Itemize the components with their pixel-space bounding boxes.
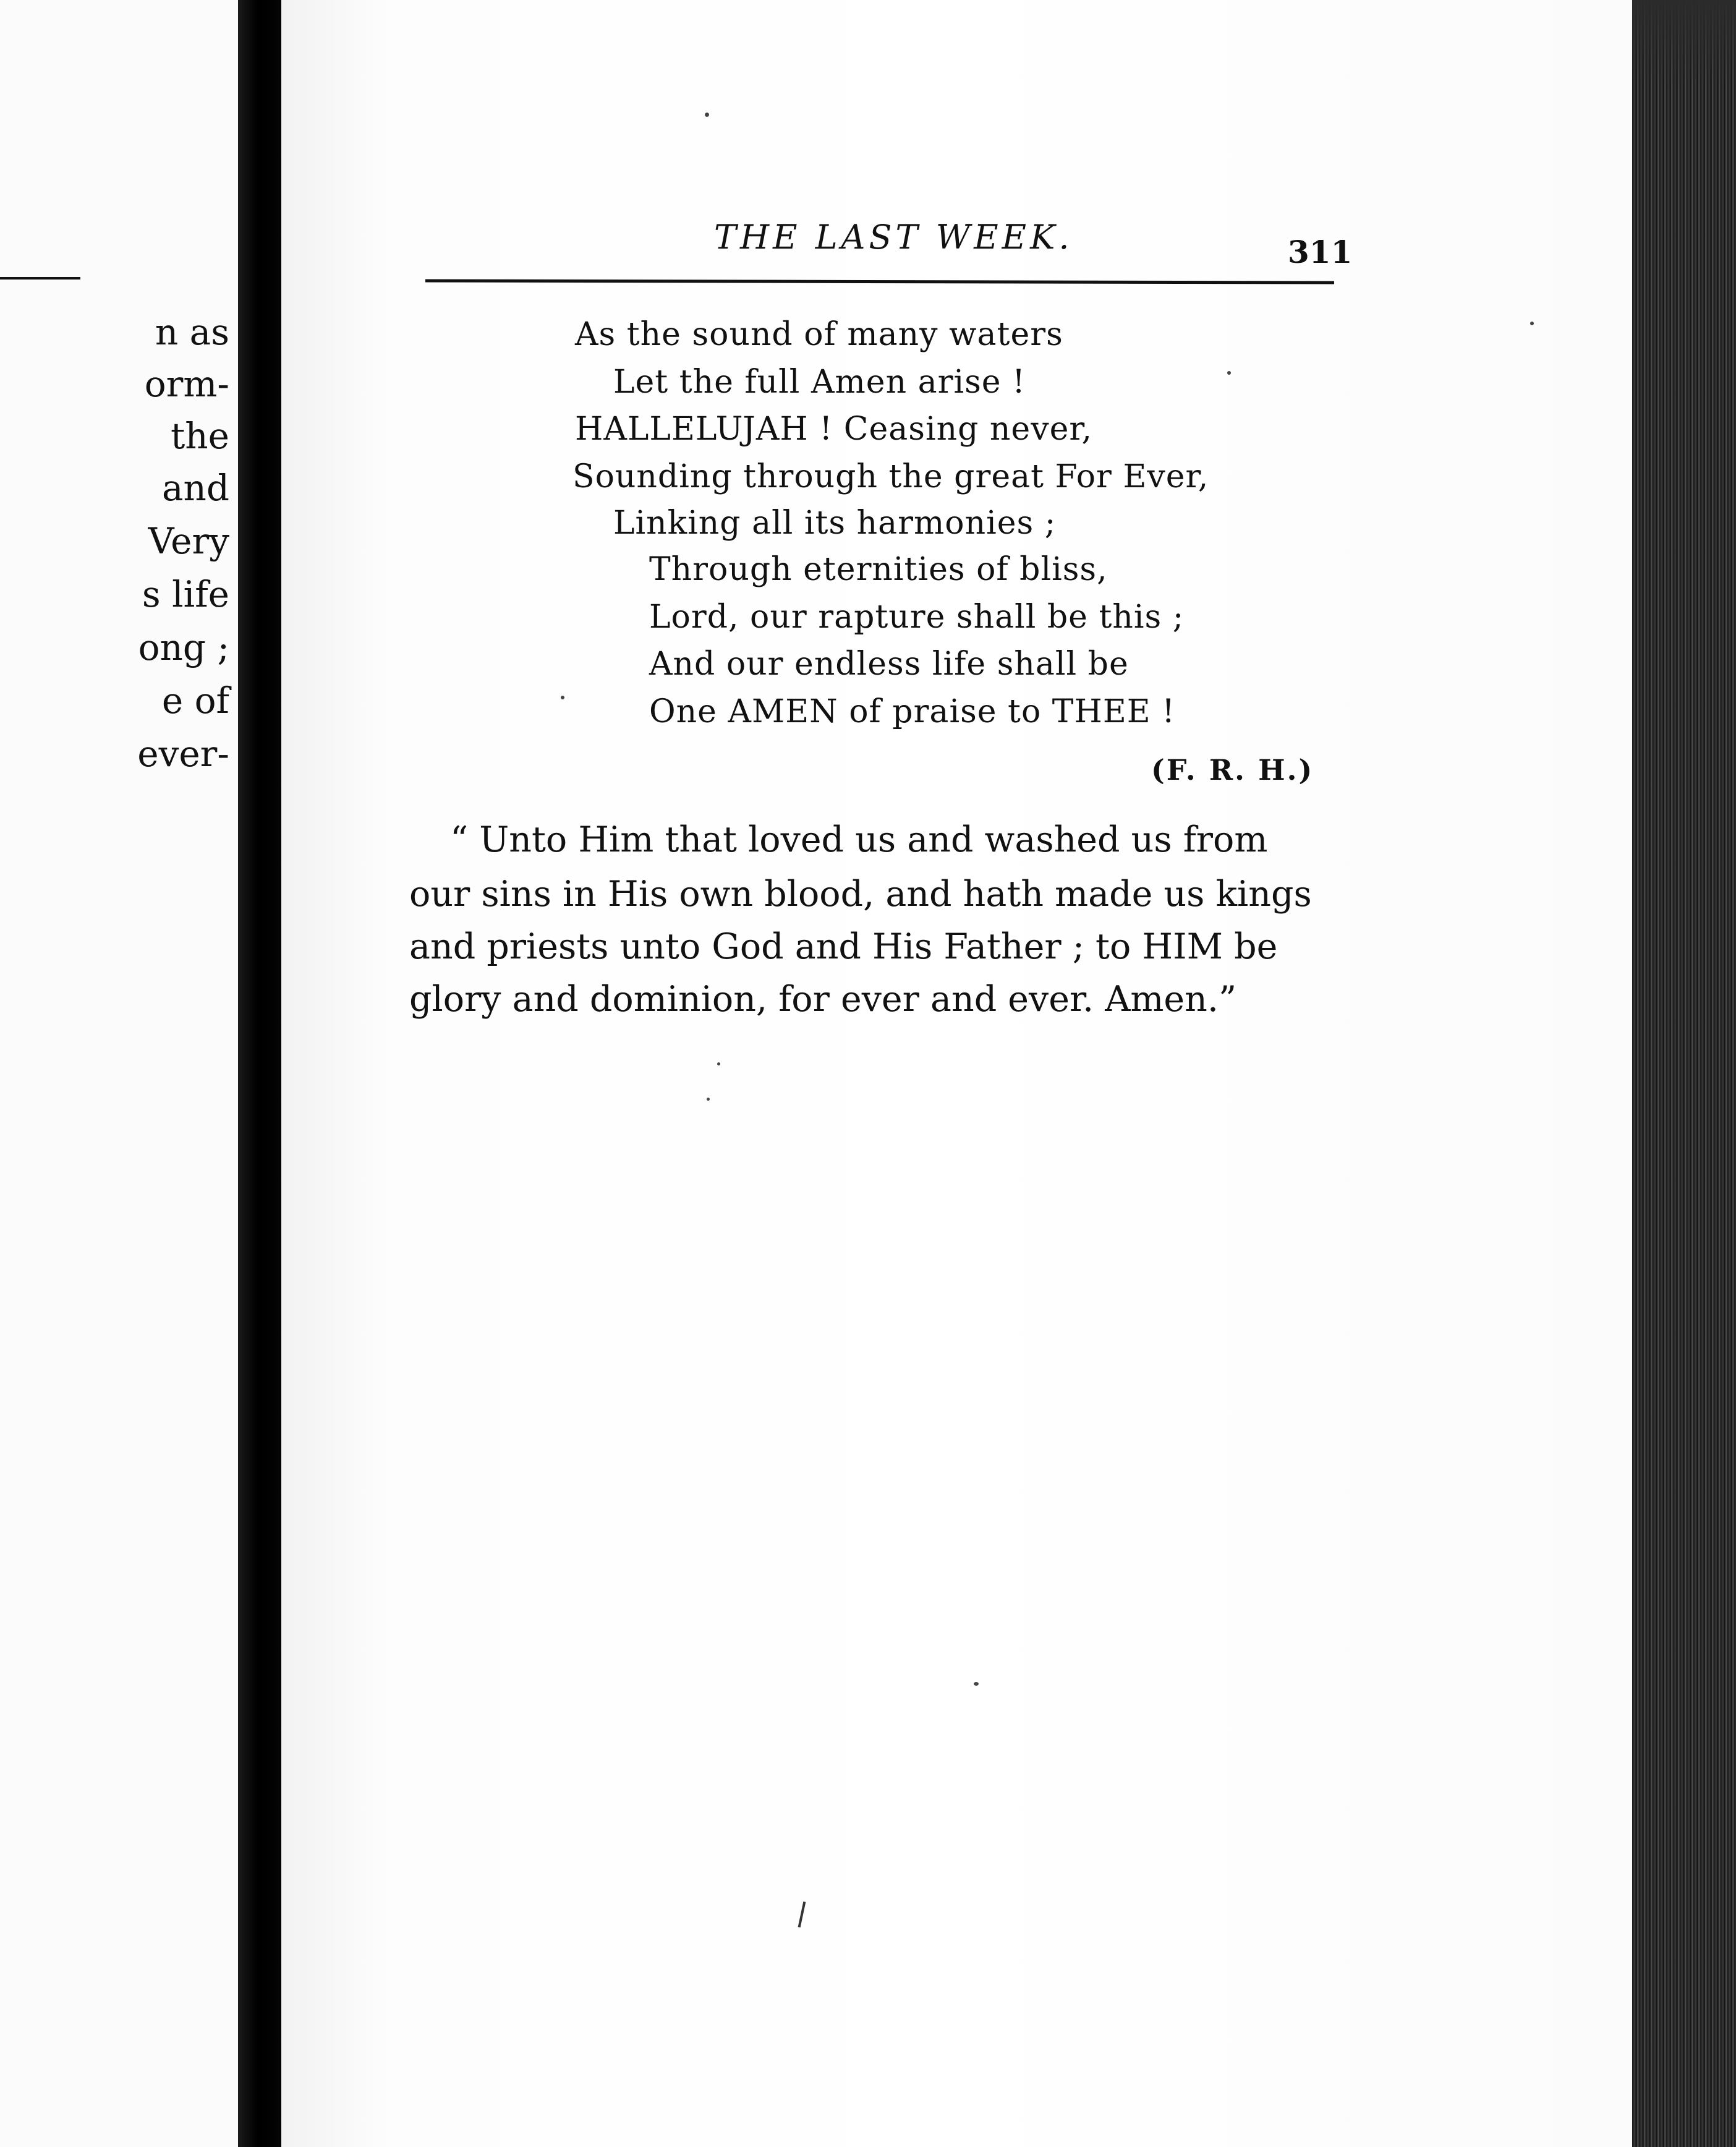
left-line-fragment: n as (155, 311, 229, 353)
left-facing-page (0, 0, 238, 2147)
quotation-line: “ Unto Him that loved us and washed us from (450, 819, 1268, 860)
running-head: THE LAST WEEK. (714, 218, 1073, 257)
left-line-fragment: e of (161, 680, 229, 722)
left-line-fragment: ong ; (138, 626, 229, 668)
left-line-fragment: orm- (144, 363, 229, 405)
poem-line: Linking all its harmonies ; (613, 505, 1057, 542)
left-page-rule (0, 277, 80, 280)
quotation-line: and priests unto God and His Father ; to HIM be (409, 926, 1278, 967)
paper-speck (974, 1682, 979, 1686)
poem-line: Through eternities of bliss, (649, 551, 1108, 588)
page-number: 311 (1288, 234, 1353, 270)
pen-mark (798, 1902, 806, 1927)
page-edges (1626, 0, 1736, 2147)
poem-line: Sounding through the great For Ever, (572, 458, 1209, 495)
left-line-fragment: and (161, 467, 229, 509)
page-edges-shadow (1626, 0, 1736, 87)
poem-line: One AMEN of praise to THEE ! (649, 693, 1176, 730)
paper-speck (1530, 322, 1534, 325)
left-line-fragment: s life (142, 573, 229, 615)
paper-speck (561, 696, 564, 699)
paper-speck (1227, 371, 1231, 375)
paper-speck (717, 1062, 720, 1065)
left-line-fragment: the (171, 415, 229, 457)
paper-speck (707, 1098, 710, 1101)
poem-line: Lord, our rapture shall be this ; (649, 599, 1185, 636)
poem-line: Let the full Amen arise ! (613, 364, 1026, 401)
quotation-line: glory and dominion, for ever and ever. Amen.” (409, 979, 1237, 1020)
poem-attribution: (F. R. H.) (1151, 753, 1314, 787)
poem-line: As the sound of many waters (575, 316, 1063, 353)
quotation-line: our sins in His own blood, and hath made us kings (409, 874, 1312, 915)
paper-speck (705, 113, 709, 117)
left-line-fragment: Very (148, 520, 229, 562)
poem-line: And our endless life shall be (649, 646, 1129, 683)
poem-line: HALLELUJAH ! Ceasing never, (575, 411, 1093, 448)
book-gutter (238, 0, 287, 2147)
left-line-fragment: ever- (137, 733, 229, 775)
